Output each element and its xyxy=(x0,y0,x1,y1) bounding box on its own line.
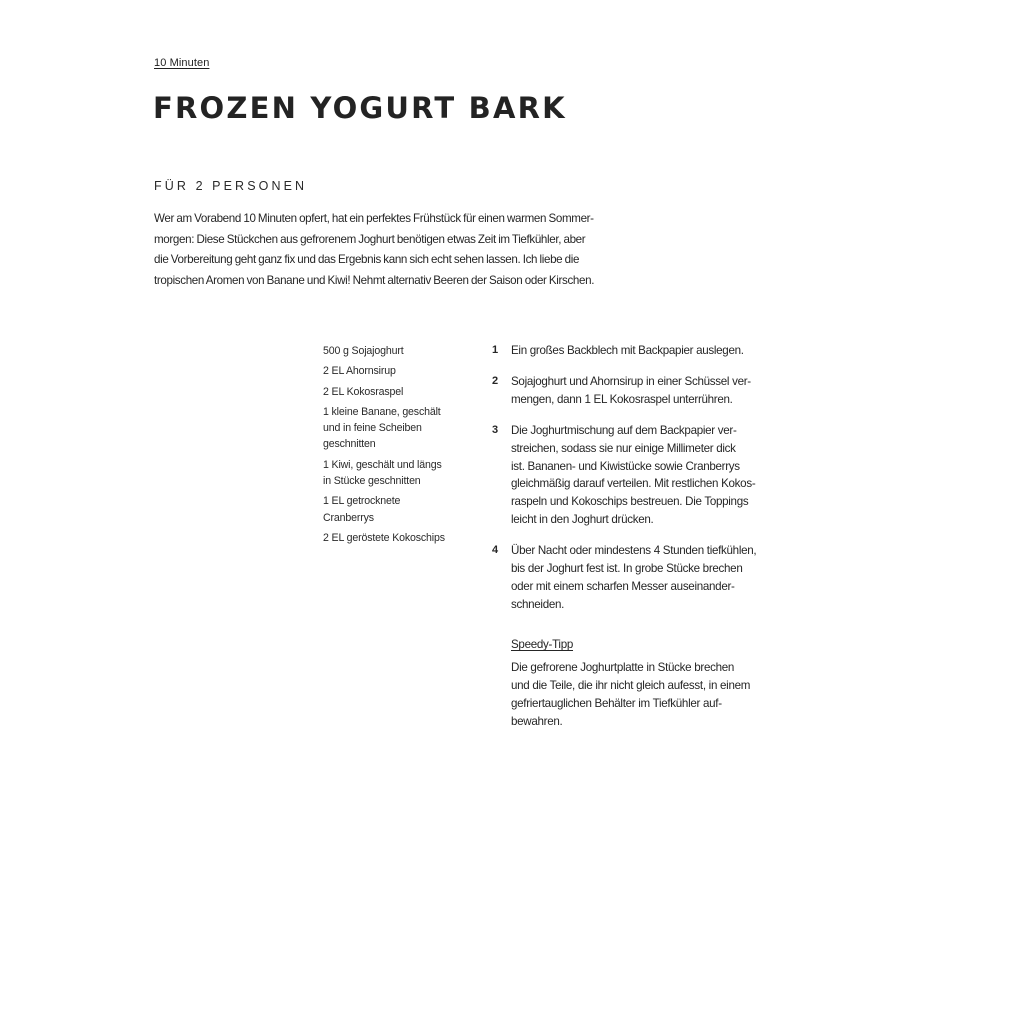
ingredient-line: 2 EL Kokosraspel xyxy=(323,385,404,398)
tip-line: und die Teile, die ihr nicht gleich aufesst, in einem xyxy=(511,678,751,692)
ingredient-item xyxy=(323,493,483,526)
ingredient-item xyxy=(323,363,483,379)
step-line: Ein großes Backblech mit Backpapier auslegen. xyxy=(511,344,744,357)
ingredient-line: geschnitten xyxy=(323,438,376,451)
step-number: 1 xyxy=(492,344,498,356)
step-list xyxy=(492,342,812,627)
step-line: ist. Bananen- und Kiwistücke sowie Cranberrys xyxy=(511,459,740,473)
tip-heading: Speedy-Tipp xyxy=(511,638,574,651)
tip-line: Die gefrorene Joghurtplatte in Stücke brechen xyxy=(511,660,735,674)
step-line: Sojajoghurt und Ahornsirup in einer Schüssel ver- xyxy=(511,374,751,388)
ingredient-line: und in feine Scheiben xyxy=(323,422,422,435)
ingredient-item xyxy=(323,343,483,359)
ingredient-line: 2 EL Ahornsirup xyxy=(323,365,396,378)
step-line: oder mit einem scharfen Messer auseinander- xyxy=(511,579,735,593)
step-number: 3 xyxy=(492,423,498,436)
step-item xyxy=(492,542,812,614)
ingredient-item xyxy=(323,530,483,546)
servings-heading: FÜR 2 PERSONEN xyxy=(154,179,308,193)
tip-line: gefriertauglichen Behälter im Tiefkühler auf- xyxy=(511,696,722,710)
step-line: raspeln und Kokoschips bestreuen. Die Toppings xyxy=(511,495,749,509)
intro-line: Wer am Vorabend 10 Minuten opfert, hat ein perfektes Frühstück für einen warmen Sommer- xyxy=(154,212,594,225)
prep-time: 10 Minuten xyxy=(154,57,210,69)
step-line: mengen, dann 1 EL Kokosraspel unterrühren. xyxy=(511,392,733,406)
ingredient-line: Cranberrys xyxy=(323,511,374,524)
step-number: 2 xyxy=(492,374,498,387)
step-line: schneiden. xyxy=(511,597,565,611)
intro-paragraph xyxy=(154,209,674,291)
step-item xyxy=(492,422,812,529)
ingredient-line: in Stücke geschnitten xyxy=(323,475,421,488)
step-line: streichen, sodass sie nur einige Millimeter dick xyxy=(511,441,736,455)
step-line: Über Nacht oder mindestens 4 Stunden tiefkühlen, xyxy=(511,544,757,558)
step-line: leicht in den Joghurt drücken. xyxy=(511,513,654,527)
intro-line: tropischen Aromen von Banane und Kiwi! Nehmt alternativ Beeren der Saison oder Kirschen. xyxy=(154,273,595,287)
step-item xyxy=(492,373,812,409)
step-number: 4 xyxy=(492,544,498,557)
ingredient-line: 2 EL geröstete Kokoschips xyxy=(323,531,445,544)
ingredient-item xyxy=(323,457,483,490)
ingredient-line: 1 kleine Banane, geschält xyxy=(323,405,441,418)
step-line: gleichmäßig darauf verteilen. Mit restlichen Kokos- xyxy=(511,477,756,491)
step-line: Die Joghurtmischung auf dem Backpapier ver- xyxy=(511,423,737,437)
intro-line: morgen: Diese Stückchen aus gefrorenem Joghurt benötigen etwas Zeit im Tiefkühler, aber xyxy=(154,232,586,246)
ingredient-line: 1 Kiwi, geschält und längs xyxy=(323,458,442,471)
ingredient-line: 500 g Sojajoghurt xyxy=(323,345,404,357)
speedy-tip xyxy=(511,636,811,731)
recipe-title: FROZEN YOGURT BARK xyxy=(153,91,567,125)
ingredient-item xyxy=(323,384,483,400)
step-line: bis der Joghurt fest ist. In grobe Stücke brechen xyxy=(511,562,743,576)
tip-line: bewahren. xyxy=(511,714,563,728)
ingredient-line: 1 EL getrocknete xyxy=(323,495,401,508)
ingredient-item xyxy=(323,404,483,453)
step-item xyxy=(492,342,812,360)
intro-line: die Vorbereitung geht ganz fix und das Ergebnis kann sich echt sehen lassen. Ich liebe die xyxy=(154,253,580,267)
ingredient-list xyxy=(323,343,483,550)
